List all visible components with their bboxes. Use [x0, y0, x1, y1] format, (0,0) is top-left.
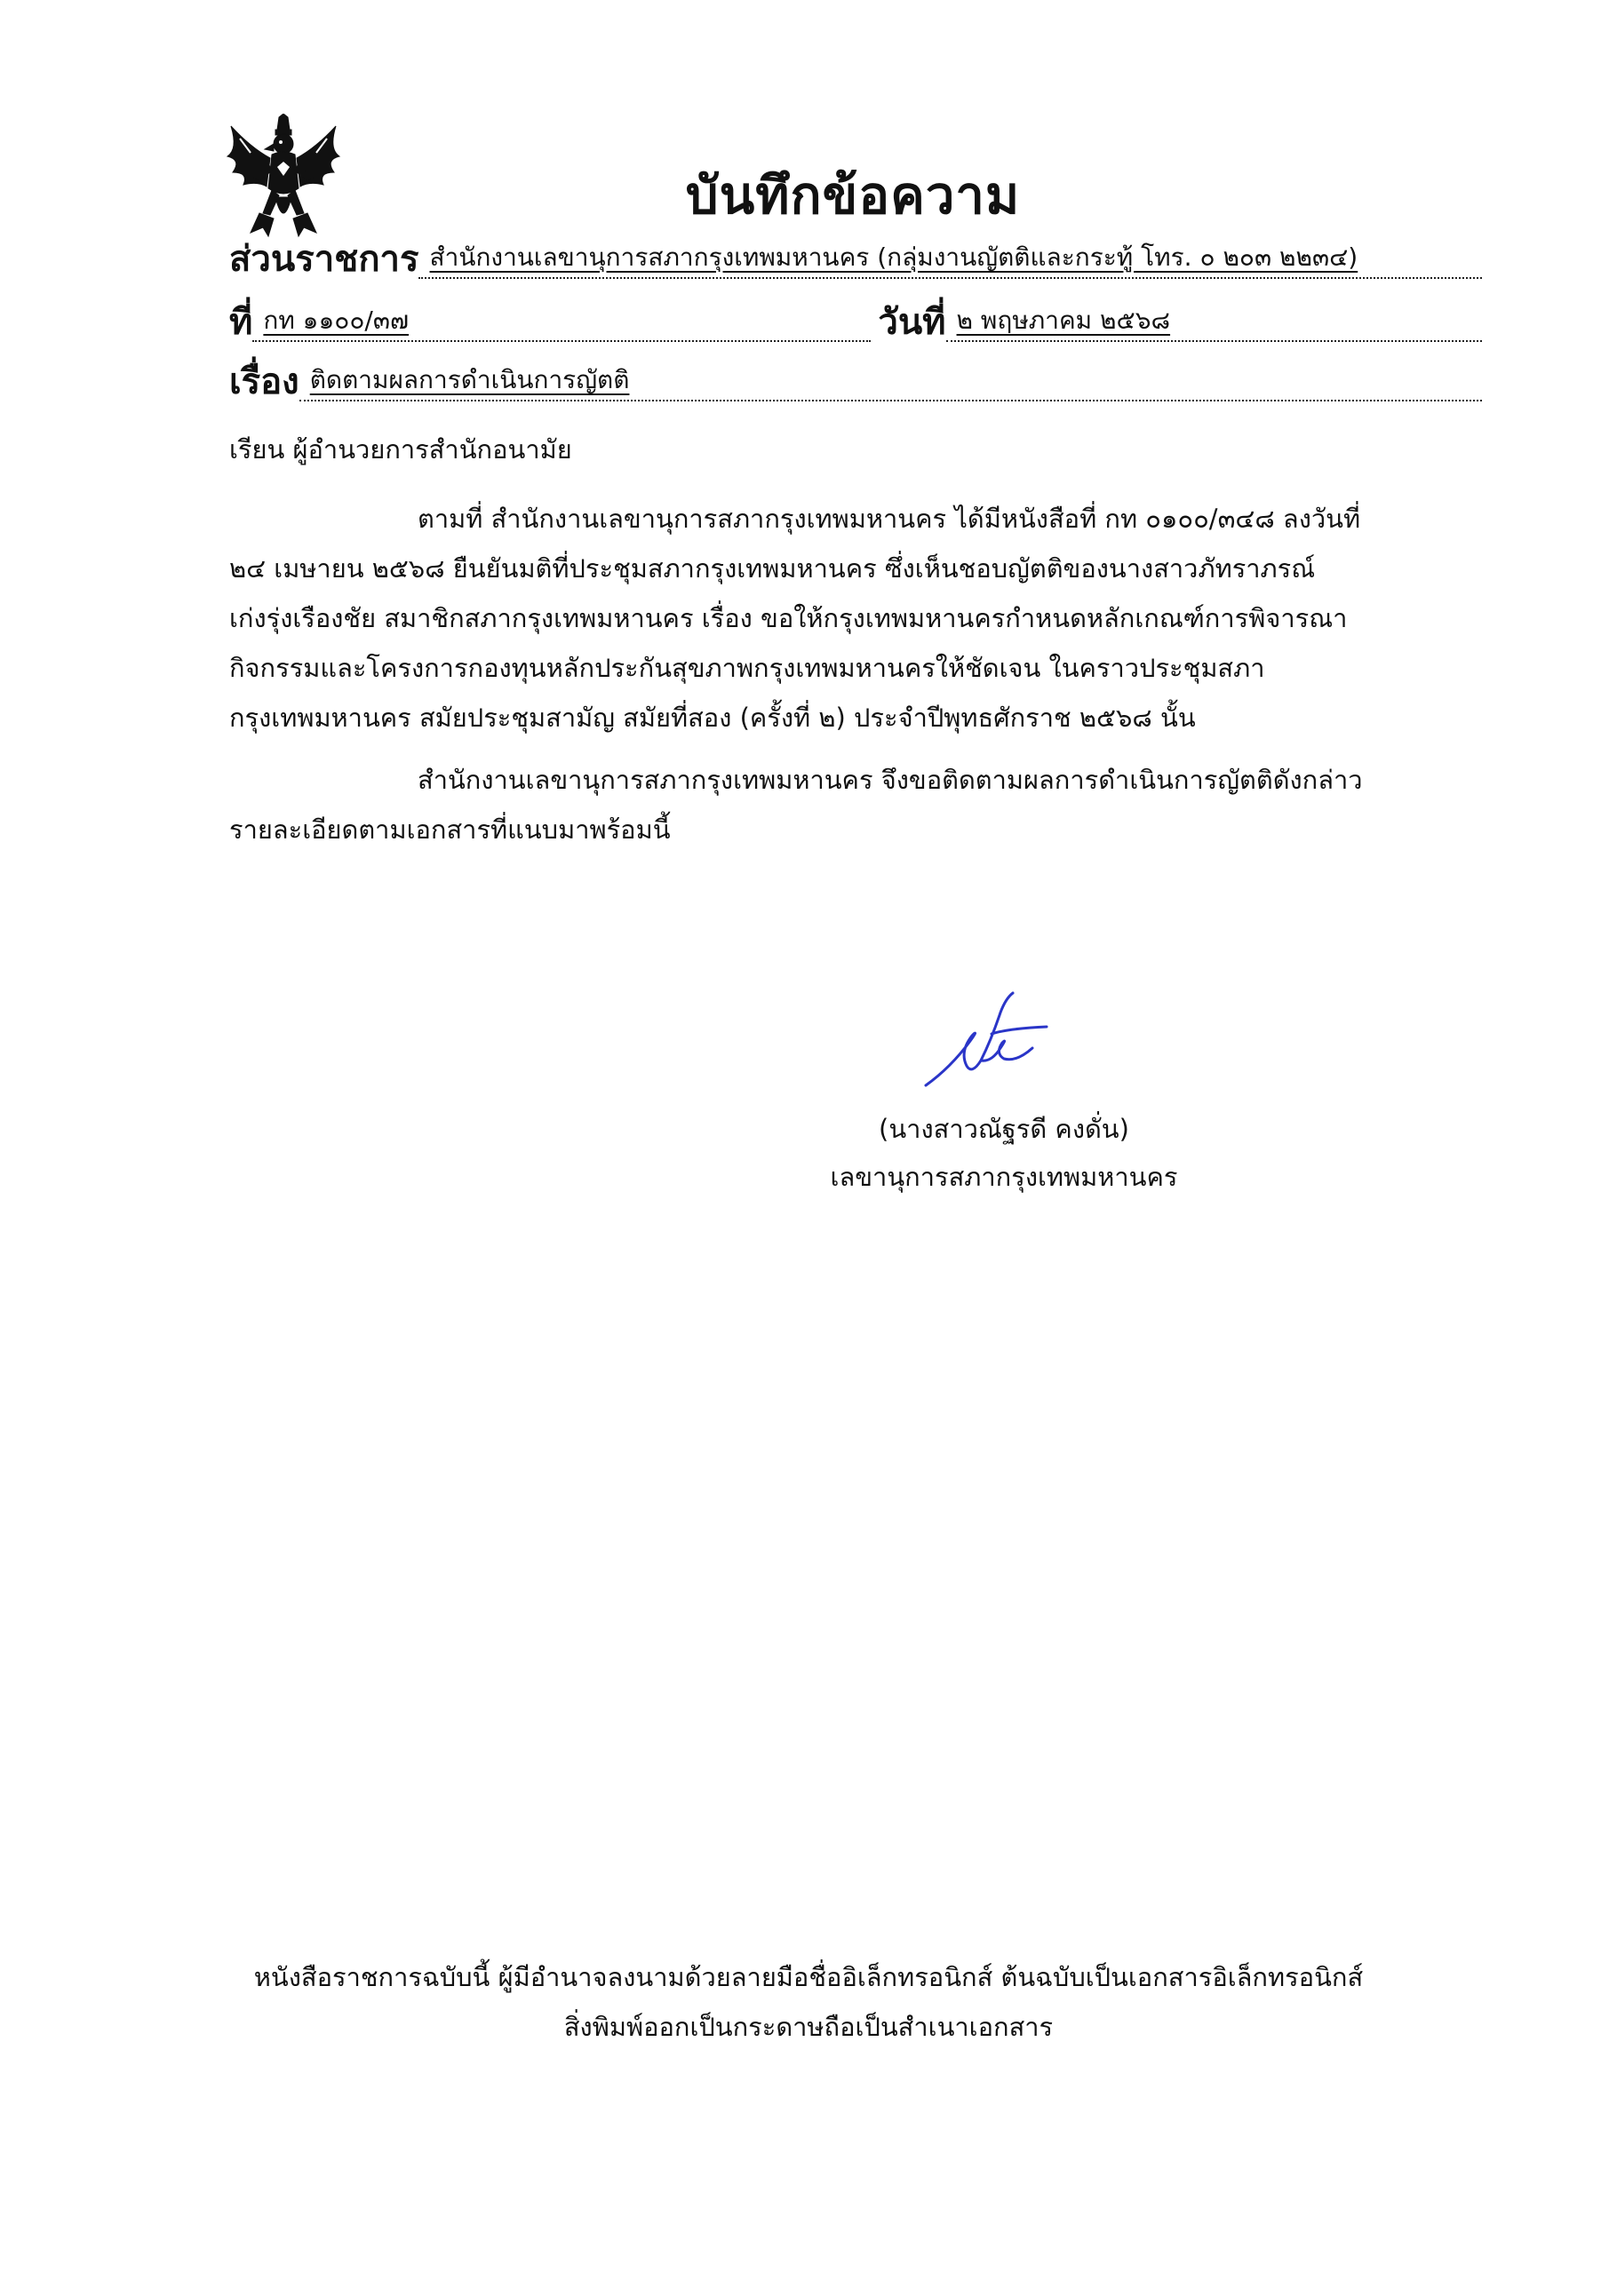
subject-label: เรื่อง [229, 361, 299, 402]
paragraph-line: สำนักงานเลขานุการสภากรุงเทพมหานคร จึงขอติดตามผลการดำเนินการญัตติดังกล่าว [418, 765, 1363, 795]
subject-value: ติดตามผลการดำเนินการญัตติ [299, 361, 1482, 401]
paragraph-line: กรุงเทพมหานคร สมัยประชุมสามัญ สมัยที่สอง (ครั้งที่ ๒) ประจำปีพุทธศักราช ๒๕๖๘ นั้น [229, 703, 1196, 733]
signer-name: (นางสาวณัฐรดี คงดั่น) [879, 1114, 1129, 1144]
date-value: ๒ พฤษภาคม ๒๕๖๘ [946, 301, 1482, 342]
salutation: เรียน ผู้อำนวยการสำนักอนามัย [229, 434, 572, 465]
paragraph-line: กิจกรรมและโครงการกองทุนหลักประกันสุขภาพกรุงเทพมหานครให้ชัดเจน ในคราวประชุมสภา [229, 653, 1265, 683]
paragraph-line: ๒๔ เมษายน ๒๕๖๘ ยืนยันมติที่ประชุมสภากรุงเทพมหานคร ซึ่งเห็นชอบญัตติของนางสาวภัทราภรณ์ [229, 553, 1316, 584]
footer-note [178, 1952, 1439, 2052]
subject-row [229, 355, 1482, 409]
paragraph-line: รายละเอียดตามเอกสารที่แนบมาพร้อมนี้ [229, 814, 671, 845]
paragraph-2 [229, 755, 1482, 854]
paragraph-line: ตามที่ สำนักงานเลขานุการสภากรุงเทพมหานคร ได้มีหนังสือที่ กท ๐๑๐๐/๓๔๘ ลงวันที่ [418, 504, 1361, 534]
garuda-emblem-icon [224, 114, 343, 240]
number-date-row [229, 296, 1482, 349]
date-label: วันที่ [878, 302, 946, 343]
paragraph-line: เก่งรุ่งเรืองชัย สมาชิกสภากรุงเทพมหานคร เรื่อง ขอให้กรุงเทพมหานครกำหนดหลักเกณฑ์การพิจารณา [229, 603, 1348, 633]
handwritten-signature [915, 986, 1057, 1101]
number-value: กท ๑๑๐๐/๓๗ [252, 301, 871, 342]
footer-line-2: สิ่งพิมพ์ออกเป็นกระดาษถือเป็นสำเนาเอกสาร [563, 2012, 1054, 2042]
number-label: ที่ [229, 302, 253, 343]
signer-position: เลขานุการสภากรุงเทพมหานคร [830, 1162, 1178, 1192]
paragraph-1 [229, 494, 1482, 743]
agency-label: ส่วนราชการ [229, 239, 419, 280]
agency-row [229, 233, 1482, 286]
document-title: บันทึกข้อความ [685, 165, 1021, 226]
agency-value: สำนักงานเลขานุการสภากรุงเทพมหานคร (กลุ่มงานญัตติและกระทู้ โทร. ๐ ๒๐๓ ๒๒๓๔) [418, 238, 1482, 279]
footer-line-1: หนังสือราชการฉบับนี้ ผู้มีอำนาจลงนามด้วยลายมือชื่ออิเล็กทรอนิกส์ ต้นฉบับเป็นเอกสารอิเล็กทรอนิกส์ [253, 1962, 1364, 1992]
